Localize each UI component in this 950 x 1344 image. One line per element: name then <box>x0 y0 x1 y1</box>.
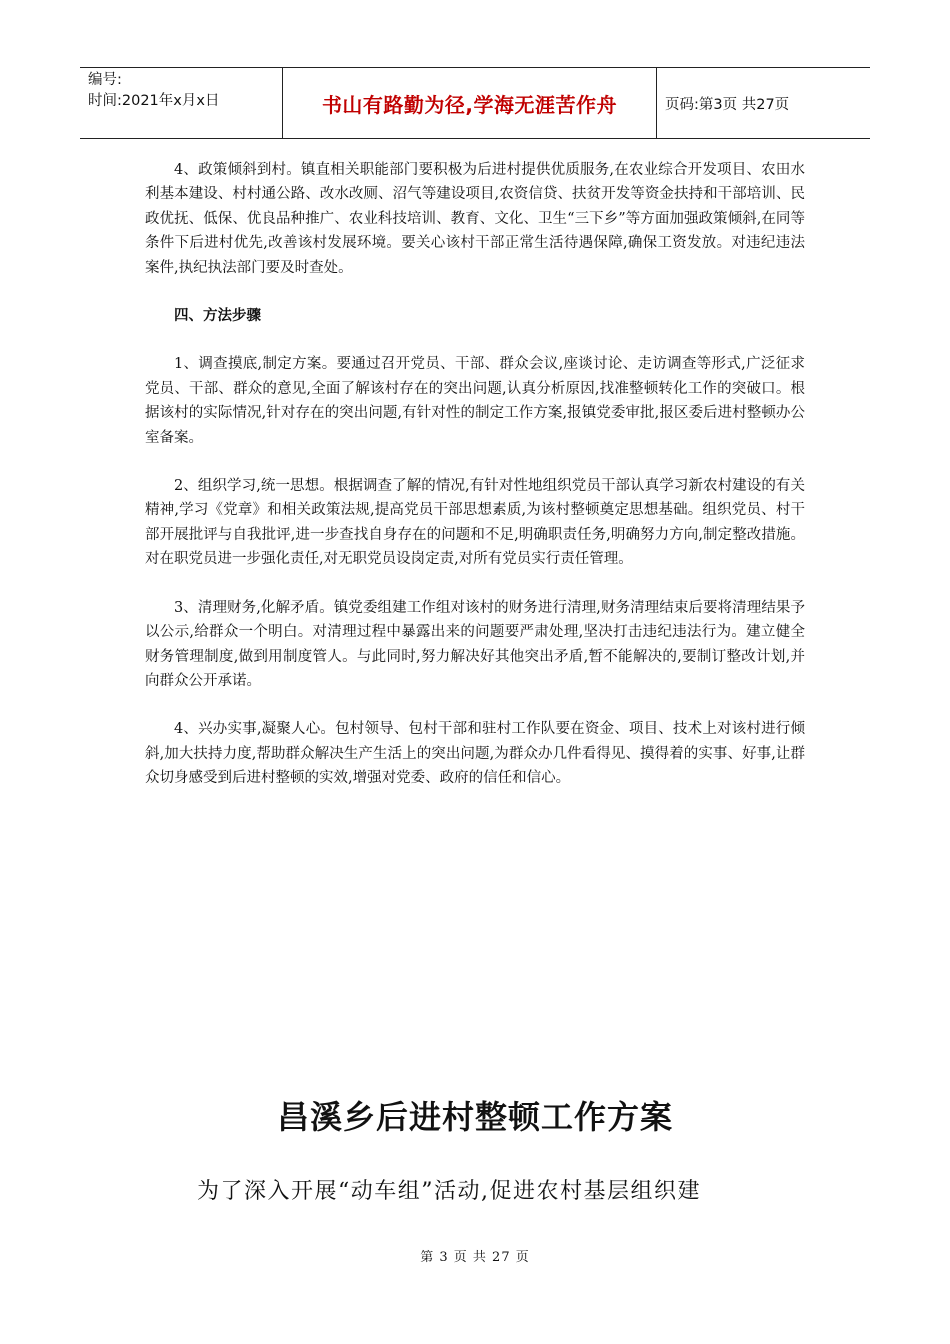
paragraph-step-4: 4、兴办实事,凝聚人心。包村领导、包村干部和驻村工作队要在资金、项目、技术上对该村进行倾斜,加大扶持力度,帮助群众解决生产生活上的突出问题,为群众办几件看得见、摸得着的实事、好事,让群众切身感受到后进村整顿的实效,增强对党委、政府的信任和信心。 <box>145 721 805 787</box>
document-intro-line: 为了深入开展“动车组”活动,促进农村基层组织建 <box>197 1179 701 1204</box>
section-heading-methods: 四、方法步骤 <box>174 308 261 325</box>
document-date-label: 时间:2021年x月x日 <box>88 93 220 109</box>
header-meta <box>80 68 282 138</box>
page-header <box>80 67 870 139</box>
paragraph-step-2: 2、组织学习,统一思想。根据调查了解的情况,有针对性地组织党员干部认真学习新农村建设的有关精神,学习《党章》和相关政策法规,提高党员干部思想素质,为该村整顿奠定思想基础。组织党员、村干部开展批评与自我批评,进一步查找自身存在的问题和不足,明确职责任务,明确努力方向,制定整改措施。对在职党员进一步强化责任,对无职党员设岗定责,对所有党员实行责任管理。 <box>145 478 805 568</box>
paragraph-policy: 4、政策倾斜到村。镇直相关职能部门要积极为后进村提供优质服务,在农业综合开发项目、农田水利基本建设、村村通公路、改水改厕、沼气等建设项目,农资信贷、扶贫开发等资金扶持和干部培训、民政优抚、低保、优良品种推广、农业科技培训、教育、文化、卫生“三下乡”等方面加强政策倾斜,在同等条件下后进村优先,改善该村发展环境。要关心该村干部正常生活待遇保障,确保工资发放。对违纪违法案件,执纪执法部门要及时查处。 <box>145 162 805 276</box>
paragraph-step-1: 1、调查摸底,制定方案。要通过召开党员、干部、群众会议,座谈讨论、走访调查等形式,广泛征求党员、干部、群众的意见,全面了解该村存在的突出问题,认真分析原因,找准整顿转化工作的突破口。根据该村的实际情况,针对存在的突出问题,有针对性的制定工作方案,报镇党委审批,报区委后进村整顿办公室备案。 <box>145 356 805 446</box>
paragraph-step-3: 3、清理财务,化解矛盾。镇党委组建工作组对该村的财务进行清理,财务清理结束后要将清理结果予以公示,给群众一个明白。对清理过程中暴露出来的问题要严肃处理,坚决打击违纪违法行为。建立健全财务管理制度,做到用制度管人。与此同时,努力解决好其他突出矛盾,暂不能解决的,要制订整改计划,并向群众公开承诺。 <box>145 599 805 689</box>
document-title: 昌溪乡后进村整顿工作方案 <box>276 1098 673 1136</box>
header-page-number: 页码:第3页 共27页 <box>665 96 790 113</box>
document-body <box>145 158 805 791</box>
page-footer: 第 3 页 共 27 页 <box>420 1250 530 1265</box>
header-motto: 书山有路勤为径,学海无涯苦作舟 <box>282 68 657 138</box>
document-number-label: 编号: <box>88 72 122 88</box>
